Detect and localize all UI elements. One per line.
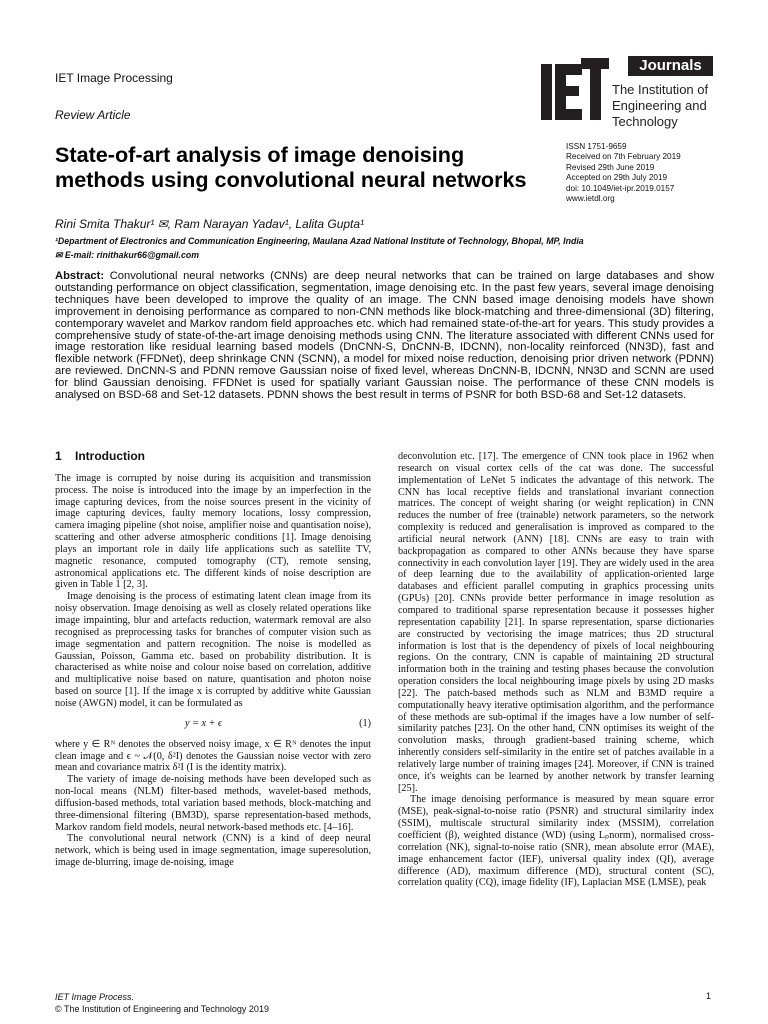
equation-number: (1)	[359, 717, 371, 729]
affiliation: ¹Department of Electronics and Communication Engineering, Maulana Azad National Institute of Technology, Bhopal, MP, India	[55, 236, 584, 246]
issn: ISSN 1751-9659	[566, 142, 627, 151]
accepted-date: Accepted on 29th July 2019	[566, 173, 668, 183]
article-type: Review Article	[55, 108, 131, 122]
section-title: Introduction	[75, 449, 145, 463]
equation-body: y = x + ϵ	[185, 717, 223, 729]
abstract-text: Convolutional neural networks (CNNs) are deep neural networks that can be trained on large databases and show outstanding performance on object classification, segmentation, image denoising etc. In the past few years, several image denoising techniques have been developed to improve the quality of an image. The CNN based image denoising models have shown improvement in denoising performance as compared to non-CNN methods like block-matching and three-dimensional (3D) filtering, contemporary wavelet and Markov random field approaches etc. which had remained state-of-the-art for years. This study provides a comprehensive study of state-of-the-art image denoising methods using CNN. The literature associated with different CNNs used for image restoration like residual learning based models (DnCNN-S, DnCNN-B, IDCNN), non-locality reinforced (NN3D), fast and flexible network (FFDNet), deep shrinkage CNN (SCNN), a model for mixed noise reduction, denoising prior driven network (PDNN) are reviewed. DnCNN-S and PDNN remove Gaussian noise of fixed level, whereas DnCNN-B, IDCNN, NN3D and SCNN are used for blind Gaussian denoising. FFDNet is used for spatially variant Gaussian noise. The performance of these CNN models is analysed on BSD-68 and Set-12 datasets. PDNN shows the best result in terms of PSNR for both BSD-68 and Set-12 datasets.	[55, 270, 714, 402]
intro-paragraph-1: The image is corrupted by noise during its acquisition and transmission process. The noise is introduced into the image by an imperfection in the image capturing devices, from the noise sources present in the vicinity of image capturing devices, faulty memory locations, lossy compression, camera imaging pipeline (shot noise, amplifier noise and quantisation noise), scattering and other adverse atmospheric conditions [1]. Image denoising plays an important role in daily life applications such as satellite TV, magnetic resonance, computed tomography (CT), remote sensing, astronomical applications etc. The different kinds of noise description are given in Table 1 [2, 3].	[55, 472, 371, 591]
section-heading	[55, 451, 371, 463]
footer-journal: IET Image Process.	[55, 992, 135, 1002]
journals-badge: Journals	[628, 56, 713, 76]
right-column	[398, 451, 714, 889]
doi[interactable]: doi: 10.1049/iet-ipr.2019.0157	[566, 183, 675, 193]
intro-paragraph-3: where y ∈ Rᴺ denotes the observed noisy image, x ∈ Rᴺ denotes the input clean image and ϵ ~ 𝒩(0, δ²I) denotes the Gaussian noise vector with zero mean and covariance matrix δ²I (I is the identity matrix).	[55, 738, 371, 774]
institution-line-1: The Institution of	[612, 82, 709, 97]
iet-logo-mark	[541, 58, 609, 122]
intro-paragraph-5: The convolutional neural network (CNN) is a kind of deep neural network, which is being used in image segmentation, image superesolution, image de-blurring, image de-noising, image	[55, 833, 371, 869]
abstract	[55, 271, 714, 402]
iet-logo	[541, 56, 713, 129]
article-title: State-of-art analysis of image denoising methods using convolutional neural networks	[55, 142, 527, 192]
journal-name: IET Image Processing	[55, 71, 173, 85]
abstract-label: Abstract:	[55, 270, 105, 282]
footer	[55, 991, 269, 1015]
footer-copyright: © The Institution of Engineering and Technology 2019	[55, 1004, 269, 1014]
website-link[interactable]: www.ietdl.org	[566, 194, 615, 204]
intro-paragraph-2: Image denoising is the process of estimating latent clean image from its noisy observation. Image denoising as well as closely related operations like image impainting, blur and artefacts reduction, watermark removal are also recognised as preprocessing tasks for branches of computer vision such as image segmentation and pattern recognition. The noise is modelled as Gaussian, Poisson, Gamma etc. based on probability distribution. It is characterised as white noise and colour noise based on correlation, additive and multiplicative noise based on nature, quantisation and photon noise based on source [1]. If the image x is corrupted by additive white Gaussian noise (AWGN) model, it can be formulated as	[55, 591, 371, 709]
section-number: 1	[55, 449, 62, 463]
revised-date: Revised 29th June 2019	[566, 162, 655, 172]
institution-line-2: Engineering and Technology	[612, 98, 707, 129]
received-date: Received on 7th February 2019	[566, 152, 681, 162]
author-list: Rini Smita Thakur¹ ✉, Ram Narayan Yadav¹, Lalita Gupta¹	[55, 217, 365, 231]
intro-paragraph-6: deconvolution etc. [17]. The emergence of CNN took place in 1962 when research on visual cortex cells of the cat was done. The successful implementation of LeNet 5 indicates the advantage of this network. The CNN has local receptive fields and translational invariant connection matrices. The concept of weight sharing (or weight replication) in CNN reduces the number of free (trainable) network parameters, so the network complexity is reduced and generalisation is improved as compared to the artificial neural network (ANN) [18]. CNNs are easy to train with backpropagation as compared to other ANNs because they have sparse connectivity in each convolution layer [19]. They are widely used in the area of deep learning due to the availability of application-oriented large databases and efficient parallel computing in graphics processing units (GPUs) [20]. CNNs provide better performance in image resolution as compared to traditional sparse representation because it possesses higher representation capability [21]. In sparse representation, sparse dictionaries are constructed by vectorising the image matrices; thus 2D structural information is lost that is the dependency of pixels of local neighbouring regions. On the contrary, CNN is capable of maintaining 2D structural information both in the training and testing phases because the convolution operation considers the local neighbouring image pixels by using 2D masks [22]. The patch-based methods such as NLM and B3MD require a computationally heavy iterative optimisation algorithm, and the performance of these methods are sub-optimal if the images have a low number of self-similarity patches [23]. On the other hand, CNN optimises its weight of the convolution masks, through gradient-based training scheme, which inherently considers self-similarity in the entire set of patches available in a relatively large number of training images [24]. Moreover, if CNN is trained once, it's weights can be learned by another network by transfer learning [25].	[398, 451, 714, 794]
corresponding-email[interactable]: ✉ E-mail: rinithakur66@gmail.com	[55, 250, 200, 260]
page-number: 1	[706, 991, 712, 1001]
article-meta	[566, 142, 681, 204]
left-column	[55, 451, 371, 869]
intro-paragraph-7: The image denoising performance is measured by mean square error (MSE), peak-signal-to-noise ratio (PSNR) and structural similarity index (SSIM), multiscale structural similarity index (MSSIM), correlation coefficient (β), weighted distance (WD) (using Lₚnorm), normalised cross-correlation (NK), signal-to-noise ratio (SNR), mean absolute error (MAE), image enhancement factor (IEF), universal quality index (QI), average difference (AD), maximum difference (MD), structural content (SC), correlation quality (CQ), image fidelity (IF), Laplacian MSE (LMSE), peak	[398, 794, 714, 889]
institution-name	[612, 82, 722, 130]
intro-paragraph-4: The variety of image de-noising methods have been developed such as non-local means (NLM) filter-based methods, wavelet-based methods, diffusion-based methods, total variation based methods, block-matching and three-dimensional filtering (BM3D), sparse representation-based methods, Markov random field models, neural network-based methods etc. [4–16].	[55, 774, 371, 833]
equation-1	[55, 714, 371, 736]
